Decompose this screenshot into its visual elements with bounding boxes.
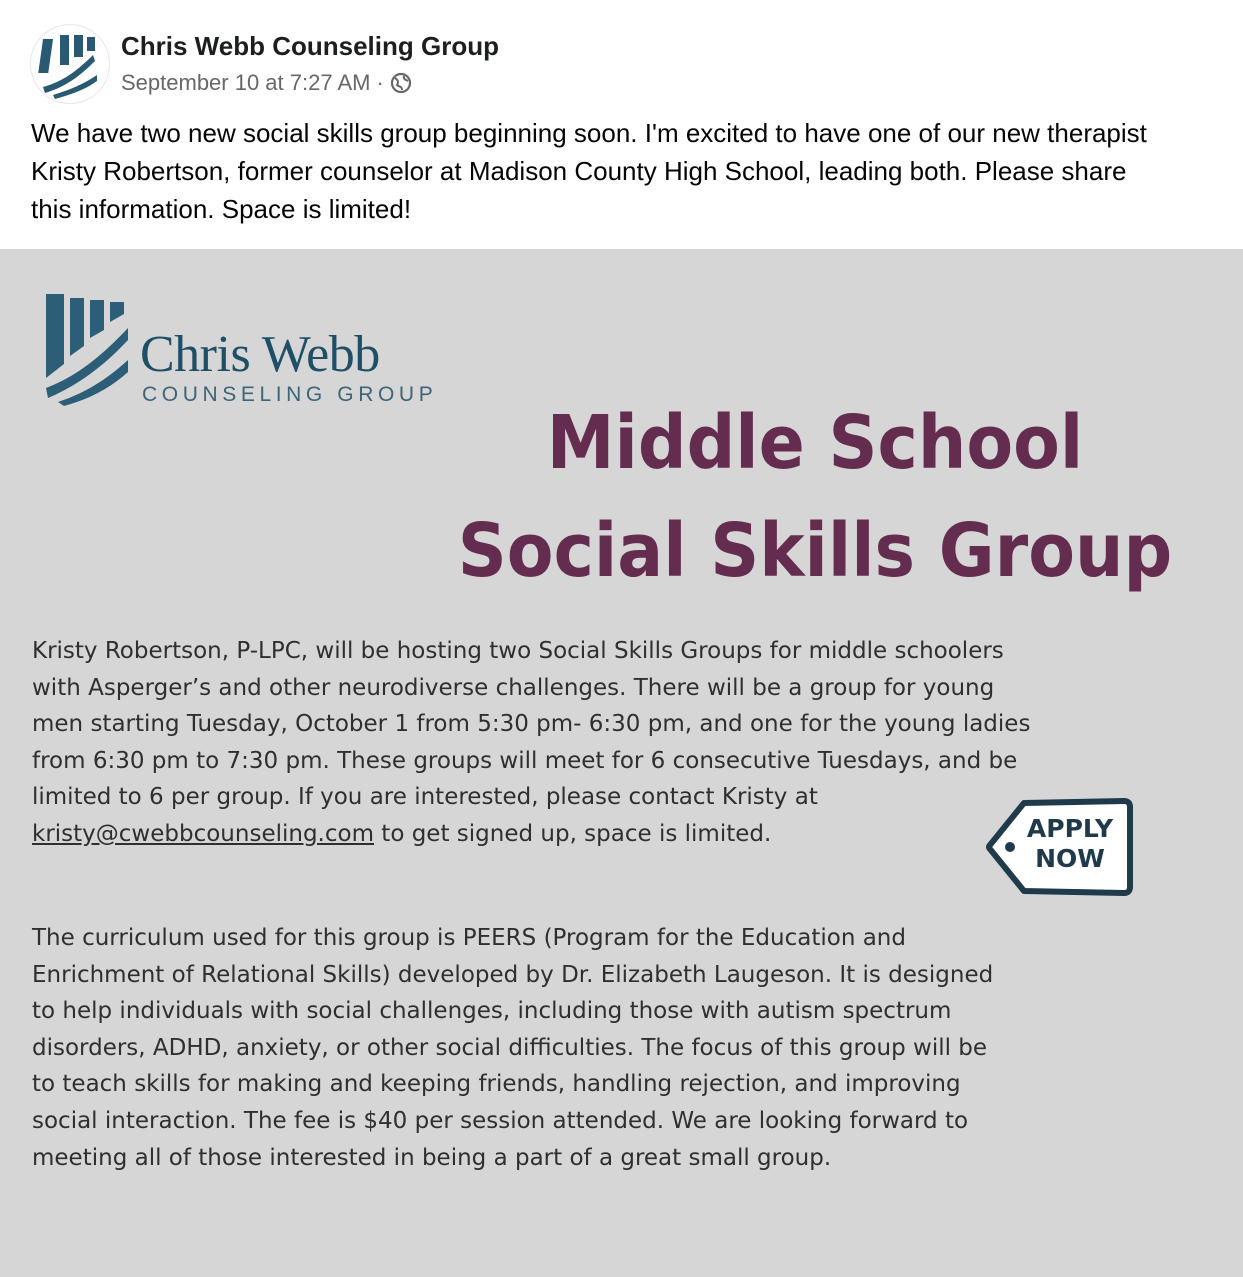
post-header [0, 0, 1243, 248]
tree-logo-icon [42, 294, 128, 406]
flyer-headline: Middle School Social Skills Group [457, 400, 1173, 594]
logo-subtitle: COUNSELING GROUP [142, 383, 438, 406]
paragraph-1-end: to get signed up, space is limited. [373, 820, 772, 847]
flyer-paragraph-2: The curriculum used for this group is PEERS (Program for the Education and Enrichment of Relational Skills) developed by Dr. Elizabeth Laugeson. It is designed to help individuals with social challenges, including those with autism spectrum disorders, ADHD, anxiety, or other social difficulties. The focus of this group will be to teach skills for making and keeping friends, handling rejection, and improving social interaction. The fee is $40 per session attended. We are looking forward to meeting all of those interested in being a part of a great small group. [32, 925, 994, 1171]
page-avatar[interactable] [30, 24, 110, 104]
apply-now-badge: APPLY NOW [1026, 814, 1114, 873]
email-link[interactable]: kristy@cwebbcounseling.com [32, 820, 374, 847]
post-meta [121, 70, 412, 96]
post-timestamp[interactable]: September 10 at 7:27 AM [121, 70, 371, 95]
post-text: We have two new social skills group beginning soon. I'm excited to have one of our new therapist Kristy Robertson, former counselor at Madison County High School, leading both. Please share this information. Space is limited! [31, 118, 1147, 224]
meta-separator: · [376, 70, 384, 95]
globe-icon[interactable] [390, 72, 412, 94]
logo-name: Chris Webb [140, 326, 380, 383]
tree-logo-icon [31, 25, 109, 103]
post-image-flyer[interactable] [0, 249, 1243, 1277]
paragraph-1-text: Kristy Robertson, P-LPC, will be hosting two Social Skills Groups for middle schoolers with Asperger’s and other neurodiverse challenges. There will be a group for young men starting Tuesday, October 1 from 5:30 pm- 6:30 pm, and one for the young ladies from 6:30 pm to 7:30 pm. These groups will meet for 6 consecutive Tuesdays, and be limited to 6 per group. If you are interested, please contact Kristy at [32, 638, 1031, 811]
page-name[interactable]: Chris Webb Counseling Group [121, 31, 499, 61]
